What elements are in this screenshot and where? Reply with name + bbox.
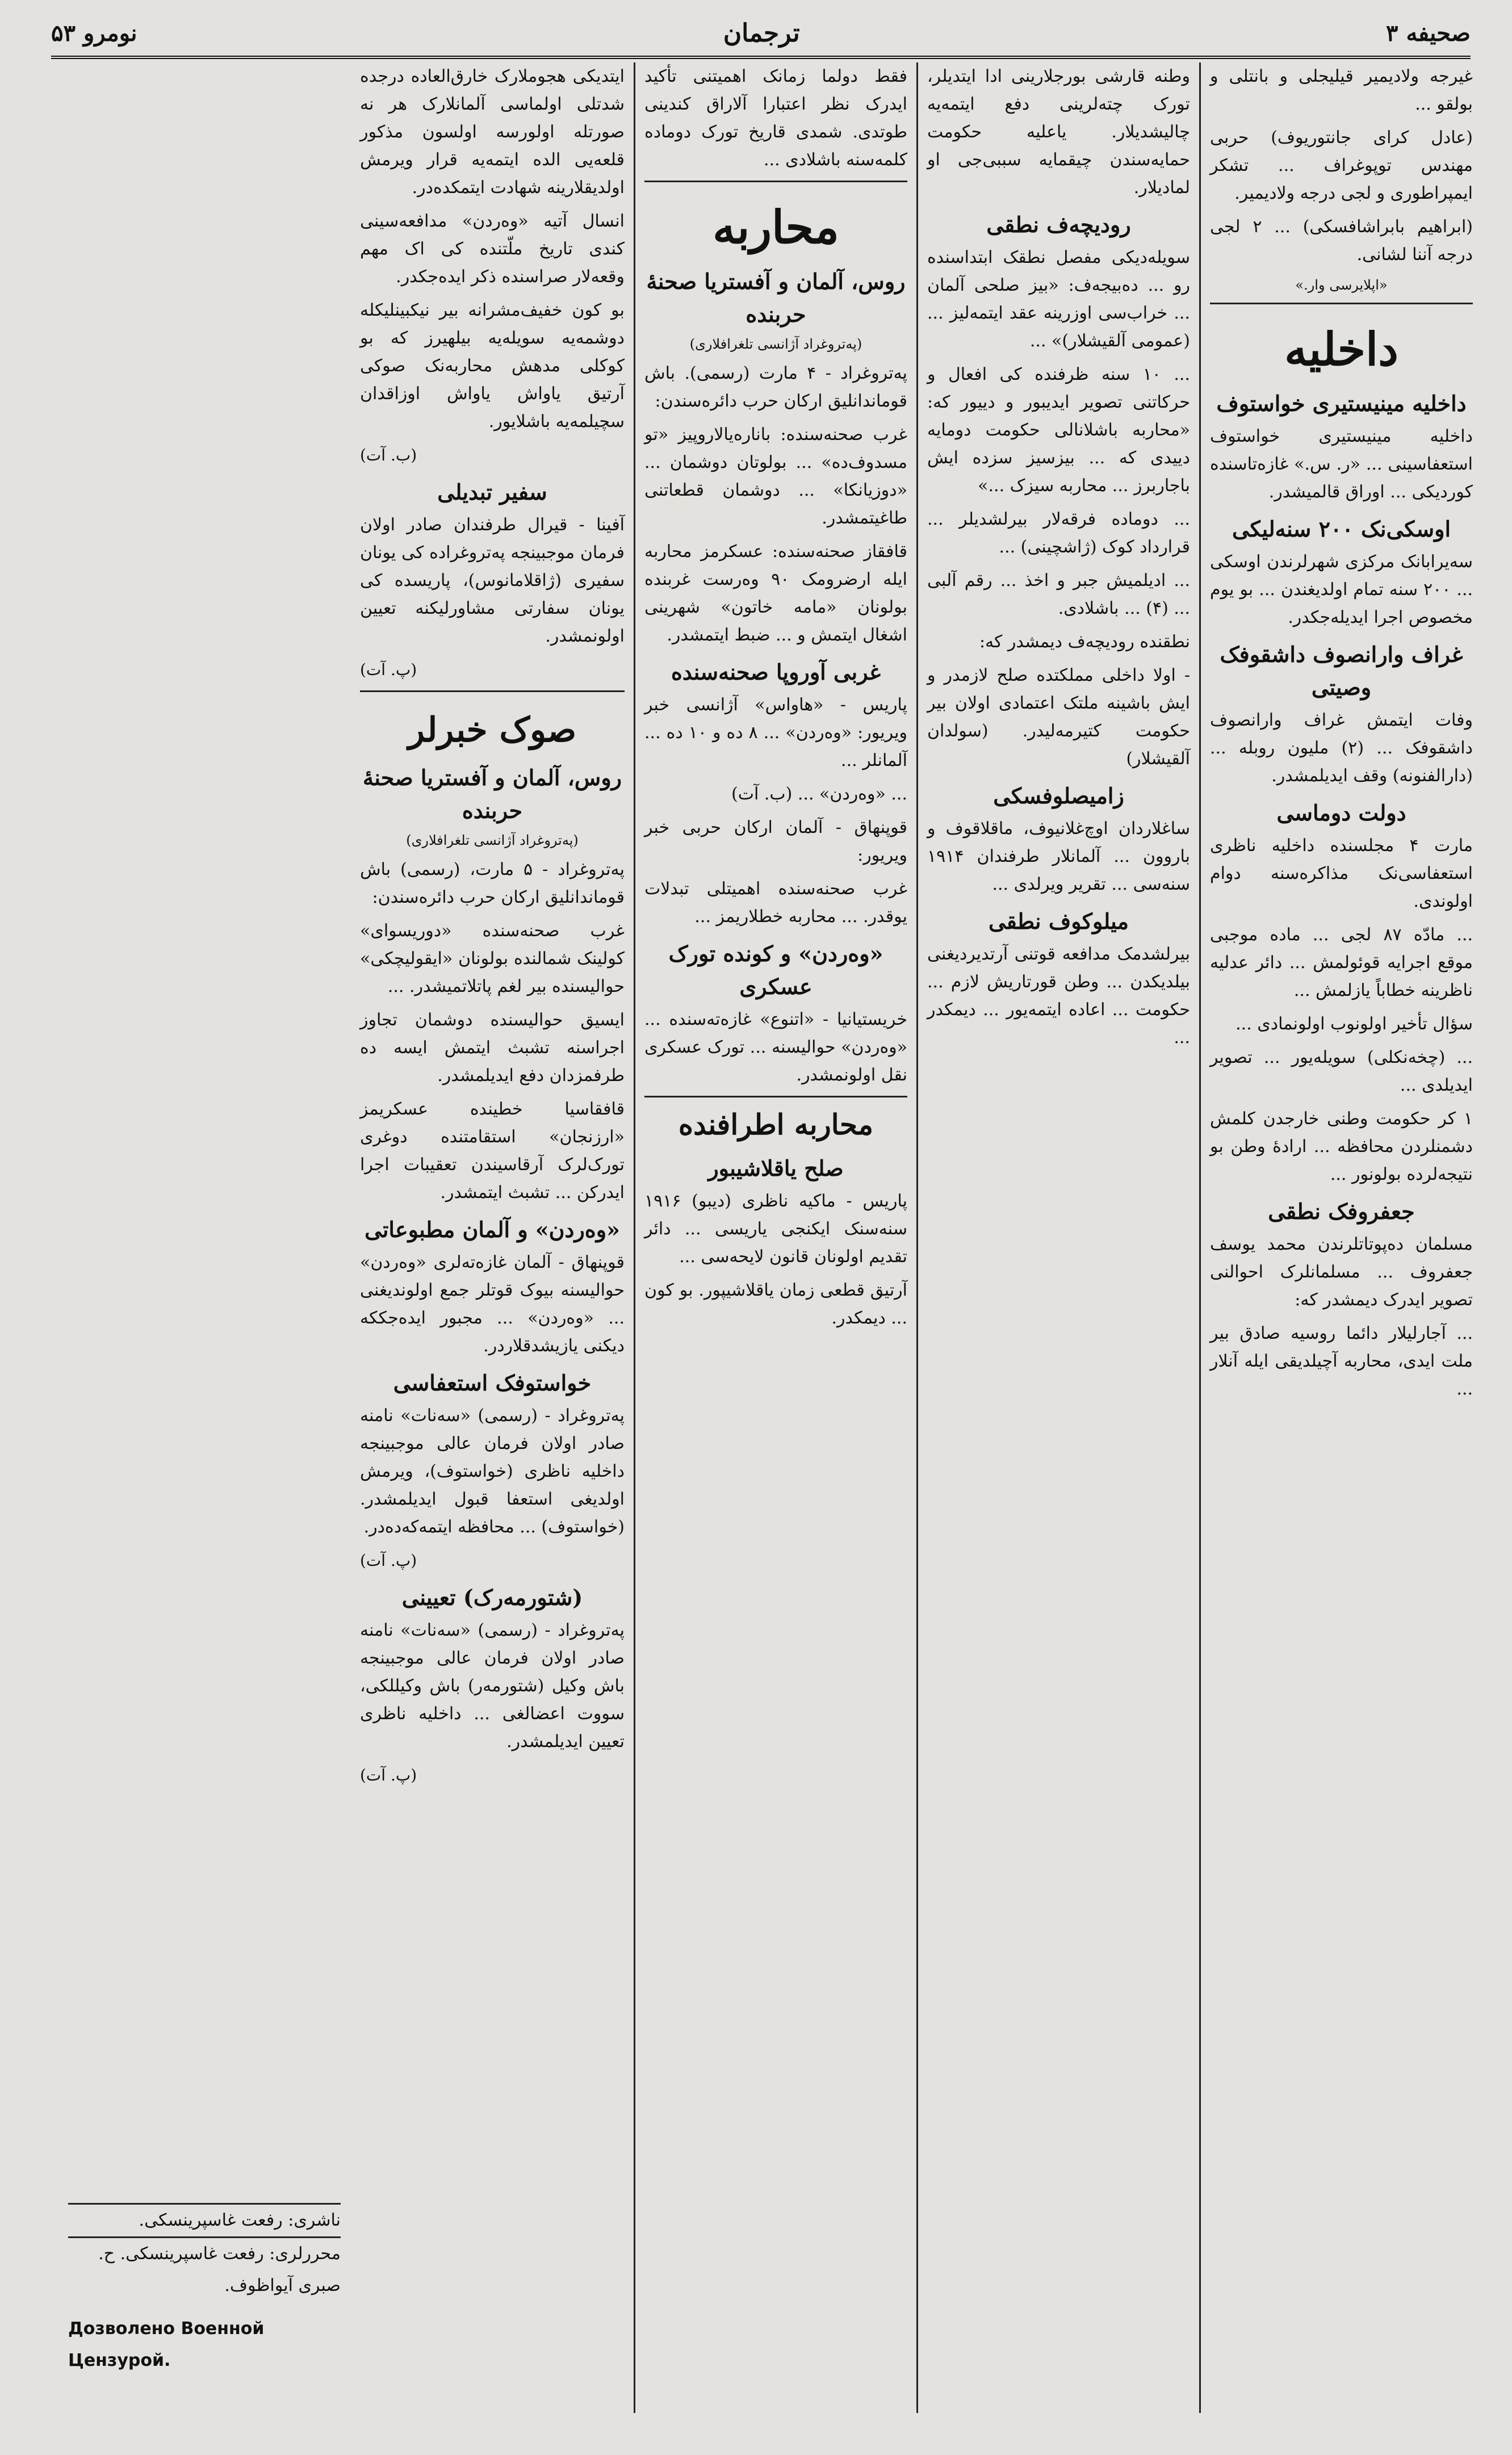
article-title: «وه‌ردن» و آلمان مطبوعاتی: [365, 1217, 620, 1242]
paragraph: وطنه قارشی بورجلارینی ادا ایتدیلر، تورک چته‌لرینی دفع ایتمه‌یه چالیشدیلار. یاعلیه حکومت حمایه‌سندن چیقمایه سببی‌جی او لمادیلار.: [927, 66, 1190, 198]
paragraph: انسال آتیه «وه‌ردن» مدافعه‌سینی کندی تاریخ ملّتنده کی اک مهم وقعه‌لار صراسنده ذکر ایده‌جکدر.: [360, 211, 625, 287]
divider: [644, 181, 907, 182]
paragraph: قافقاز صحنه‌سنده: عسکرمز محاربه ایله ارضرومک ۹۰ وه‌رست غربنده بولونان «مامه خاتون» شهرینی اشغال ایتمش و ... ضبط ایتمشدر.: [644, 542, 908, 645]
section-title-war: محاربه: [713, 200, 839, 254]
article-title: سفیر تبدیلی: [437, 479, 547, 505]
article-title: غربی آوروپا صحنه‌سنده: [671, 659, 881, 685]
paragraph: ساغلاردان اوچ‌غلانیوف، ماقلاقوف و باروون ... آلمانلار طرفندان ۱۹۱۴ سنه‌سی ... تقریر ویرلدی ...: [927, 819, 1190, 894]
paragraph: په‌تروغراد - ۴ مارت (رسمی). باش قوماندانلیق ارکان حرب دائره‌سندن:: [644, 363, 908, 411]
paragraph: داخلیه مینیستیری خواستوف استعفاسینی ... «ر. س.» غازه‌تاسنده کوردیکی ... اوراق قالمیشدر.: [1210, 426, 1473, 502]
article-title: صلح یاقلاشیبور: [708, 1155, 844, 1181]
paragraph: سه‌یرابانک مرکزی شهرلرندن اوسکی ... ۲۰۰ سنه تمام اولدیغندن ... بو یوم مخصوص اجرا ایدیله‌جکدر.: [1210, 552, 1473, 627]
column-4: [351, 62, 634, 2413]
article-title: «وه‌ردن» و کونده تورک عسکری: [668, 941, 883, 999]
divider: [644, 1096, 907, 1097]
column-2: [916, 62, 1199, 2413]
paragraph: مسلمان ده‌پوتاتلرندن محمد یوسف جعفروف ... مسلمانلرک احوالنی تصویر ایدرک دیمشدر که:: [1210, 1234, 1473, 1310]
byline: (پ. آت): [360, 1551, 417, 1570]
column-1: [1199, 62, 1482, 2413]
page-number: صحیفه ۳: [1386, 19, 1471, 47]
paragraph: بیرلشدمک مدافعه قوتنی آرتدیردیغنی بیلدیکدن ... وطن قورتاریش لازم ... حکومت ... اعاده ایتمه‌یور ... دیمکدر ...: [927, 944, 1190, 1048]
agency-note: (په‌تروغراد آژانسی تلغرافلاری): [689, 336, 862, 352]
article-title: میلوکوف نطقی: [988, 908, 1129, 934]
paragraph: په‌تروغراد - (رسمی) «سه‌نات» نامنه صادر اولان فرمان عالی موجبینجه باش وکیل (شتورمه‌ر) باش وکیللکی، سووت اعضالغی ... داخلیه ناظری تعیین ایدیلمشدر.: [360, 1620, 625, 1752]
article-title: رودیچه‌ف نطقی: [986, 212, 1131, 237]
section-title-dakhiliye: داخلیه: [1284, 322, 1398, 376]
issue-number: نومرو ۵۳: [51, 19, 137, 47]
paragraph: (عادل کرای جانتوریوف) حربی مهندس توپوغراف ... تشکر ایمپراطوری و لجی درجه ولادیمیر.: [1210, 128, 1473, 203]
article-title: (شتورمه‌رک) تعیینی: [401, 1585, 583, 1610]
article-title: روس، آلمان و آفستریا صحنهٔ حربنده: [362, 765, 622, 823]
paragraph: خریستیانیا - «اتنوع» غازه‌ته‌سنده ... «وه‌ردن» حوالیسنه ... تورک عسکری نقل اولونمشدر.: [644, 1009, 907, 1085]
paragraph: ... ۱۰ سنه ظرفنده کی افعال و حرکاتنی تصویر ایدیبور و دییور که: «محاربه باشلانالی حکومت دومایه دییدی که ... بیز‌سیز سزده ایش باجاربرز ... محاربه سیزک ...»: [927, 365, 1190, 496]
paragraph: په‌تروغراد - ۵ مارت، (رسمی) باش قوماندانلیق ارکان حرب دائره‌سندن:: [360, 860, 625, 907]
byline: (پ. آت): [360, 1766, 417, 1784]
paragraph: قوپنهاق - آلمان ارکان حربی خبر ویریور:: [644, 818, 907, 865]
article-title: خواستوفک استعفاسی: [393, 1370, 592, 1396]
paragraph: ... ادیلمیش جبر و اخذ ... رقم آلبی ... (۴) ... باشلادی.: [927, 571, 1190, 618]
byline: (پ. آت): [360, 660, 417, 679]
article-title: زامیصلوفسکی: [993, 783, 1124, 808]
note: «اپلایرسی وار.»: [1295, 277, 1388, 293]
column-3: [634, 62, 916, 2413]
paragraph: پاریس - ماکیه ناظری (دیبو) ۱۹۱۶ سنه‌سنک ایکنجی یاریسی ... دائر تقدیم اولونان قانون لایحه‌سی ...: [644, 1191, 907, 1267]
paragraph: بو کون خفیف‌مشرانه بیر نیکبینلیکله دوشمه‌یه سویله‌یه بیلهیرز که بو کوکلی مدهش محاربه‌نک صوکی آرتیق یاواش یاواش اوزاقدان سچیلمه‌یه باشلایور.: [360, 300, 625, 431]
article-title: اوسکی‌نک ۲۰۰ سنه‌لیکی: [1232, 516, 1451, 542]
section-title-around-war: محاربه اطرافنده: [678, 1108, 874, 1141]
divider: [360, 690, 625, 692]
paragraph: - اولا داخلی مملکتده صلح لازمدر و ایش باشینه ملتک اعتمادی اولان بیر حکومت کتیرمه‌لیدر. (سولدان آلقیشلار): [927, 665, 1190, 769]
imprint: [68, 2203, 341, 2377]
paragraph: ... «وه‌ردن» ... (ب. آت): [731, 784, 907, 804]
paragraph: فقط دولما زمانک اهمیتنی تأکید ایدرک نظر اعتبارا آلاراق کندینی طوتدی. شمدی قاریخ تورک دوماده کلمه‌سنه باشلادی ...: [644, 66, 907, 170]
publisher-line: ناشری: رفعت غاسپرینسکی.: [139, 2210, 341, 2230]
article-title: غراف وارانصوف داشقوفک وصیتی: [1220, 642, 1463, 700]
paragraph: مارت ۴ مجلسنده داخلیه ناظری استعفاسی‌نک مذاکره‌سنه دوام اولوندی.: [1210, 836, 1473, 911]
masthead: [51, 10, 1471, 59]
censor-notice: Дозволено Военной Цензурой.: [68, 2319, 265, 2370]
paragraph: غیرجه ولادیمیر قیلیجلی و بانتلی و بولقو ...: [1210, 66, 1473, 114]
paragraph: ... دوماده فرقه‌لار بیرلشدیلر ... قرارداد کوک (ژاشچینی) ...: [927, 509, 1190, 557]
divider: [1210, 303, 1473, 304]
editors-line: محررلری: رفعت غاسپرینسکی. ح. صبری آیواظوف.: [98, 2244, 341, 2295]
article-title: دولت دوماسی: [1276, 800, 1406, 826]
paragraph: غرب صحنه‌سنده «دوریسوای» کولینک شمالنده بولونان «ایقولیچکی» حوالیسنده بیر لغم پاتلاتمیشدر. ...: [360, 921, 625, 996]
article-title: جعفروفک نطقی: [1268, 1199, 1415, 1224]
paragraph: غرب صحنه‌سنده اهمیتلی تبدلات یوقدر. ... محاربه خطلاریمز ...: [644, 879, 907, 927]
agency-note: (په‌تروغراد آژانسی تلغرافلاری): [406, 832, 579, 848]
paragraph: ایتدیکی هجوملارک خارق‌العاده درجده شدتلی اولماسی آلمانلارک هر نه صورتله اولورسه اولسون مذکور قلعه‌یی الده ایتمه‌یه قرار ویرمش اولدیقلارینه شهادت ایتمکده‌در.: [360, 66, 625, 198]
columns: [68, 62, 1482, 2413]
paragraph: ... آجارلیلار دائما روسیه صادق بیر ملت ایدی، محاربه آچیلدیقی ایله آنلار ...: [1210, 1323, 1473, 1399]
paragraph: وفات ایتمش غراف وارانصوف داشقوفک ... (۲) ملیون روبله ... (دارالفنونه) وقف ایدیلمشدر.: [1210, 710, 1473, 786]
section-title-latest-news: صوک خبرلر: [408, 710, 577, 750]
paper-title: ترجمان: [723, 18, 800, 48]
paragraph: آرتیق قطعی زمان یاقلاشیپور. بو کون ... دیمکدر.: [644, 1280, 907, 1328]
paragraph: قافقاسیا خطینده عسکریمز «ارزنجان» استقامتنده دوغری تورک‌لرک آرقاسیندن تعقیبات اجرا ایدرکن ... تشبث ایتمشدر.: [360, 1099, 625, 1203]
article-title: داخلیه مینیستیری خواستوف: [1216, 391, 1467, 416]
paragraph: ... مادّه ۸۷ لجی ... ماده موجبی موقع اجرایه قوئولمش ... دائر عدلیه ناظرینه خطاباً یازلمش ...: [1210, 925, 1473, 1000]
paragraph: سویله‌دیکی مفصل نطقک ابتداسنده رو ... ده‌بیجه‌ف: «بیز صلحی آلمان ... خراب‌سی اوزرینه عقد ایتمه‌لیز ... (عمومی آلقیشلار)» ...: [927, 248, 1190, 351]
paragraph: (ابراهیم بابراشافسکی) ... ۲ لجی درجه آننا لشانی.: [1210, 217, 1473, 265]
paragraph: ۱ کر حکومت وطنی خارجدن کلمش دشمنلردن محافظه ... ارادۀ وطن بو نتیجه‌لرده بولونور ...: [1210, 1109, 1473, 1184]
byline: (ب. آت): [360, 446, 417, 464]
paragraph: په‌تروغراد - (رسمی) «سه‌نات» نامنه صادر اولان فرمان عالی موجبینجه داخلیه ناظری (خواستوف)، ویرمش اولدیغی استعفا قبول ایدیلمشدر. (خواستوف) ... محافظه ایتمه‌که‌ده‌در.: [360, 1406, 625, 1537]
paragraph: پاریس - «هاواس» آژانسی خبر ویریور: «وه‌ردن» ... ۸ ده و ۱۰ ده ... آلمانلر ...: [644, 695, 907, 770]
paragraph: سؤال تأخیر اولونوب اولونمادی ...: [1235, 1014, 1473, 1034]
paragraph: نطقنده رودیچه‌ف دیمشدر که:: [979, 632, 1190, 652]
paragraph: قوپنهاق - آلمان غازه‌ته‌لری «وه‌ردن» حوالیسنه بیوک قوتلر جمع اولوندیغنی ... «وه‌ردن» ... مجبور ایده‌جککه دیکنی یازیشدقلاردر.: [360, 1252, 625, 1356]
paragraph: آفینا - قیرال طرفندان صادر اولان فرمان موجبینجه په‌تروغراده کی یونان سفیری (ژاقلامانوس)، پاریسده کی یونان سفارتی مشاورلیکنه تعیین اولونمشدر.: [360, 515, 625, 646]
paragraph: غرب صحنه‌سنده: باناره‌یالاروپیز «تو مسدوف‌ده» ... بولوتان دوشمان ... «دوزیانکا» ... دوشمان قطعاتنی طاغیتمشدر.: [644, 425, 907, 528]
paragraph: ایسیق حوالیسنده دوشمان تجاوز اجراسنه تشبث ایتمش ایسه ده طرفمزدان دفع ایدیلمشدر.: [360, 1010, 625, 1086]
article-title: روس، آلمان و آفستریا صحنهٔ حربنده: [646, 269, 906, 327]
paragraph: ... (چخه‌نکلی) سویله‌یور ... تصویر ایدیلدی ...: [1210, 1048, 1473, 1095]
